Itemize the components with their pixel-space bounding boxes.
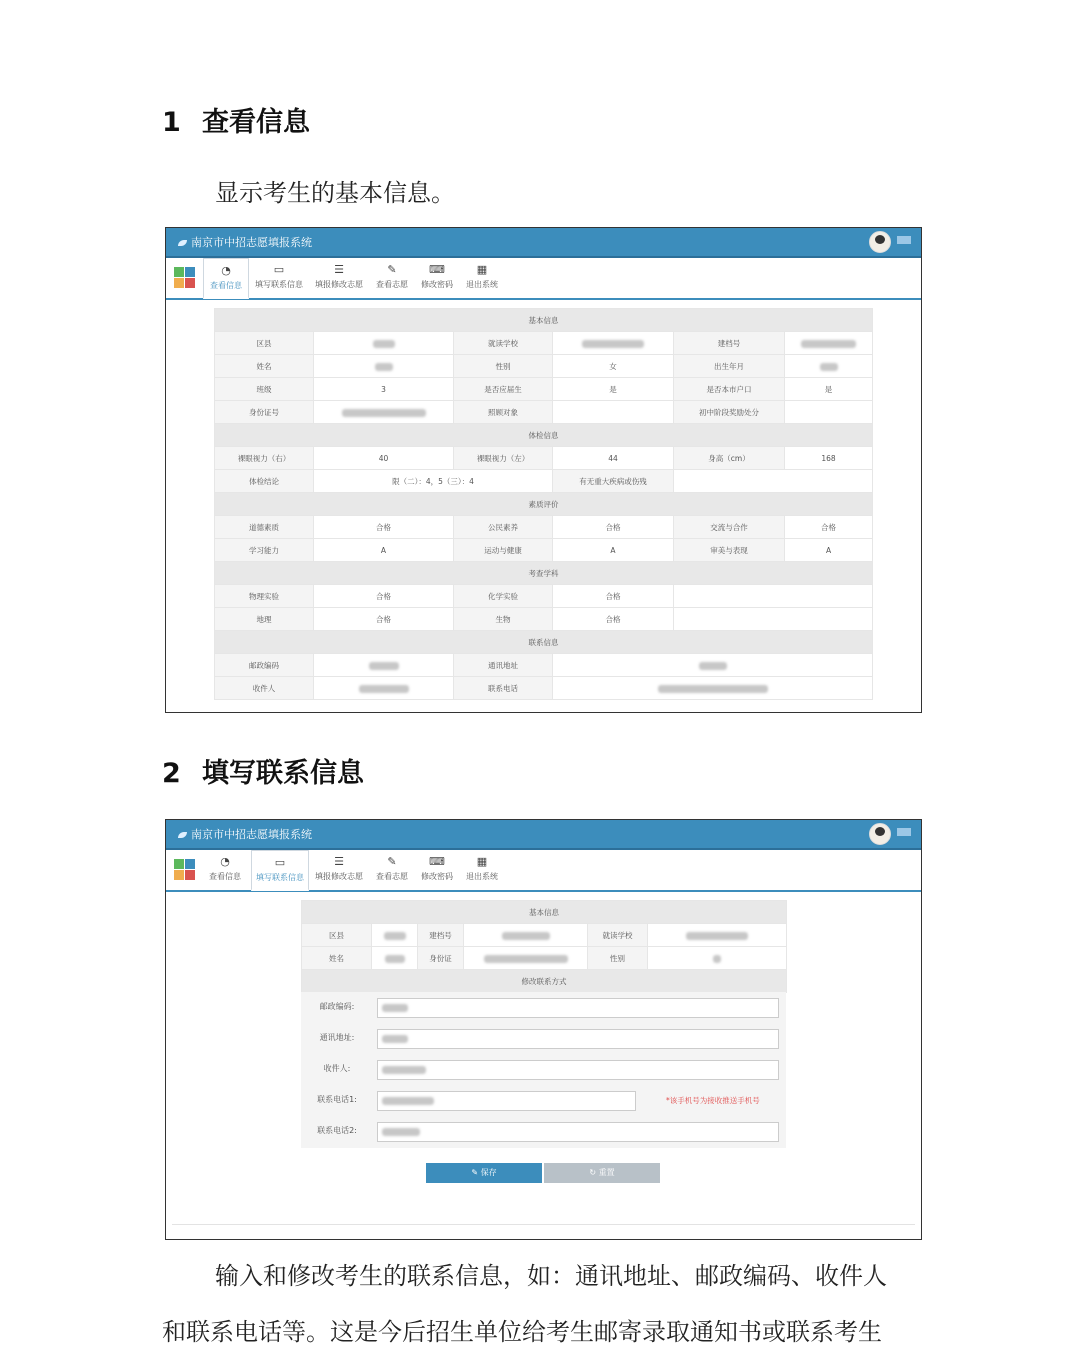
calendar-icon: ▦ xyxy=(476,263,488,276)
dashboard-icon: ◔ xyxy=(220,855,230,868)
redacted-value xyxy=(553,654,873,677)
body-paragraph-line-2: 和联系电话等。这是今后招生单位给考生邮寄录取通知书或联系考生 xyxy=(162,1318,882,1346)
section-1-heading xyxy=(162,100,310,139)
cell-label: 化学实验 xyxy=(454,585,553,608)
table-row xyxy=(215,677,873,700)
section-2-number: 2 xyxy=(162,758,181,789)
table-row xyxy=(215,654,873,677)
tab-label: 填写联系信息 xyxy=(256,873,304,882)
cell-label: 身高（cm） xyxy=(674,447,785,470)
apps-grid-icon[interactable] xyxy=(174,267,196,289)
contact-form-screenshot xyxy=(165,819,922,1240)
table-row xyxy=(215,447,873,470)
cell-label: 姓名 xyxy=(302,947,372,970)
cell-value: 3 xyxy=(314,378,454,401)
cell-label: 道德素质 xyxy=(215,516,314,539)
cell-label: 性别 xyxy=(588,947,648,970)
cell-value: 40 xyxy=(314,447,454,470)
section-edit-contact: 修改联系方式 xyxy=(302,970,787,993)
tab-fill-contact[interactable] xyxy=(251,850,309,891)
cell-label: 联系电话 xyxy=(454,677,553,700)
section-1-description: 显示考生的基本信息。 xyxy=(215,179,455,207)
tab-label: 退出系统 xyxy=(466,872,498,881)
body-paragraph-line-1: 输入和修改考生的联系信息，如：通讯地址、邮政编码、收件人 xyxy=(215,1262,887,1290)
edit-icon: ✎ xyxy=(387,855,397,868)
footer-divider xyxy=(172,1224,915,1225)
redacted-value xyxy=(314,332,454,355)
tab-view-info[interactable] xyxy=(203,258,249,299)
cell-label: 姓名 xyxy=(215,355,314,378)
cell-label: 邮政编码 xyxy=(215,654,314,677)
table-row xyxy=(302,924,787,947)
tab-label: 填报修改志愿 xyxy=(315,872,363,881)
table-row xyxy=(215,608,873,631)
cell-value: 44 xyxy=(553,447,674,470)
address-label: 通讯地址: xyxy=(319,1033,355,1042)
cell-value: 合格 xyxy=(314,585,454,608)
save-button[interactable] xyxy=(426,1163,542,1183)
cell-label: 有无重大疾病或伤残 xyxy=(553,470,674,493)
table-row xyxy=(215,332,873,355)
reset-button[interactable] xyxy=(544,1163,660,1183)
phone2-input[interactable] xyxy=(377,1122,779,1142)
postcode-input[interactable] xyxy=(377,998,779,1018)
cell-value: 合格 xyxy=(785,516,873,539)
cell-value: 是 xyxy=(553,378,674,401)
system-header xyxy=(166,228,921,258)
tab-logout[interactable] xyxy=(461,850,503,888)
redacted-value xyxy=(314,401,454,424)
cell-label: 运动与健康 xyxy=(454,539,553,562)
redacted-value xyxy=(648,924,787,947)
cell-label: 体检结论 xyxy=(215,470,314,493)
cell-label: 收件人 xyxy=(215,677,314,700)
tab-fill-contact[interactable] xyxy=(251,258,307,296)
phone2-row xyxy=(301,1116,786,1146)
cell-value: 是 xyxy=(785,378,873,401)
leaf-icon xyxy=(178,240,187,246)
leaf-icon xyxy=(178,832,187,838)
phone1-label: 联系电话1: xyxy=(317,1095,357,1104)
section-2-heading xyxy=(162,751,364,790)
cell-value xyxy=(553,401,674,424)
redacted-value xyxy=(553,332,674,355)
cell-label: 生物 xyxy=(454,608,553,631)
refresh-icon: ↻ xyxy=(589,1168,599,1177)
cell-value: A xyxy=(314,539,454,562)
cell-label: 审美与表现 xyxy=(674,539,785,562)
save-button-label: 保存 xyxy=(480,1168,497,1177)
table-row xyxy=(215,470,873,493)
cell-empty xyxy=(674,585,873,608)
section-basic-info: 基本信息 xyxy=(215,309,873,332)
redacted-value xyxy=(648,947,787,970)
view-info-screenshot xyxy=(165,227,922,713)
calendar-icon: ▦ xyxy=(476,855,488,868)
keyboard-icon: ⌨ xyxy=(429,263,445,276)
cell-empty xyxy=(674,608,873,631)
table-row xyxy=(215,516,873,539)
avatar[interactable] xyxy=(869,231,891,253)
redacted-value xyxy=(553,677,873,700)
tab-label: 查看信息 xyxy=(209,872,241,881)
section-physical-info: 体检信息 xyxy=(215,424,873,447)
cell-label: 照顾对象 xyxy=(454,401,553,424)
contact-basic-table xyxy=(301,900,787,993)
cell-value xyxy=(674,470,873,493)
table-row xyxy=(215,355,873,378)
monitor-icon: ▭ xyxy=(274,856,286,869)
cell-label: 公民素养 xyxy=(454,516,553,539)
tab-label: 填报修改志愿 xyxy=(315,280,363,289)
postcode-label: 邮政编码: xyxy=(319,1002,355,1011)
edit-icon: ✎ xyxy=(387,263,397,276)
table-row xyxy=(215,401,873,424)
cell-label: 身份证号 xyxy=(215,401,314,424)
cell-label: 区县 xyxy=(302,924,372,947)
section-1-title: 查看信息 xyxy=(202,107,310,138)
redacted-value xyxy=(314,355,454,378)
redacted-value xyxy=(785,332,873,355)
tab-label: 查看信息 xyxy=(210,281,242,290)
tab-label: 修改密码 xyxy=(421,280,453,289)
redacted-value xyxy=(372,924,418,947)
cell-label: 身份证 xyxy=(418,947,464,970)
tab-bar xyxy=(166,258,921,300)
cell-label: 裸眼视力（左） xyxy=(454,447,553,470)
cell-label: 就读学校 xyxy=(454,332,553,355)
pencil-icon: ✎ xyxy=(471,1168,481,1177)
section-exam-subjects: 考查学科 xyxy=(215,562,873,585)
tab-view-wishes[interactable] xyxy=(371,258,413,296)
user-menu[interactable] xyxy=(897,236,911,244)
keyboard-icon: ⌨ xyxy=(429,855,445,868)
cell-label: 裸眼视力（右） xyxy=(215,447,314,470)
cell-value: 合格 xyxy=(553,608,674,631)
address-input[interactable] xyxy=(377,1029,779,1049)
cell-label: 出生年月 xyxy=(674,355,785,378)
cell-label: 学习能力 xyxy=(215,539,314,562)
monitor-icon: ▭ xyxy=(273,263,285,276)
section-basic-info: 基本信息 xyxy=(302,901,787,924)
system-title-text: 南京市中招志愿填报系统 xyxy=(191,236,312,249)
table-row xyxy=(302,947,787,970)
table-row xyxy=(215,378,873,401)
dashboard-icon: ◔ xyxy=(221,264,231,277)
cell-value: 女 xyxy=(553,355,674,378)
phone-hint: *该手机号为接收推送手机号 xyxy=(666,1096,760,1105)
cell-value: 合格 xyxy=(553,516,674,539)
system-title-text: 南京市中招志愿填报系统 xyxy=(191,828,312,841)
recipient-label: 收件人: xyxy=(323,1064,351,1073)
redacted-value xyxy=(464,947,588,970)
section-quality-eval: 素质评价 xyxy=(215,493,873,516)
cell-value: 168 xyxy=(785,447,873,470)
tab-label: 修改密码 xyxy=(421,872,453,881)
cell-value: A xyxy=(553,539,674,562)
apps-grid-icon[interactable] xyxy=(174,859,196,881)
cell-label: 物理实验 xyxy=(215,585,314,608)
cell-value: A xyxy=(785,539,873,562)
cell-value: 限（二）：4，5（三）：4 xyxy=(314,470,553,493)
tab-change-password[interactable] xyxy=(416,258,458,296)
redacted-value xyxy=(464,924,588,947)
section-2-title: 填写联系信息 xyxy=(202,758,364,789)
recipient-input[interactable] xyxy=(377,1060,779,1080)
list-icon: ☰ xyxy=(334,855,344,868)
cell-label: 区县 xyxy=(215,332,314,355)
tab-label: 退出系统 xyxy=(466,280,498,289)
system-title xyxy=(178,234,312,250)
system-title xyxy=(178,826,312,842)
cell-label: 是否应届生 xyxy=(454,378,553,401)
tab-change-password[interactable] xyxy=(416,850,458,888)
cell-label: 是否本市户口 xyxy=(674,378,785,401)
cell-label: 性别 xyxy=(454,355,553,378)
user-menu[interactable] xyxy=(897,828,911,836)
section-contact-info: 联系信息 xyxy=(215,631,873,654)
table-row xyxy=(215,585,873,608)
redacted-value xyxy=(785,355,873,378)
tab-view-info[interactable] xyxy=(203,850,247,888)
tab-label: 查看志愿 xyxy=(376,872,408,881)
tab-view-wishes[interactable] xyxy=(371,850,413,888)
address-row xyxy=(301,1023,786,1053)
cell-label: 交流与合作 xyxy=(674,516,785,539)
redacted-value xyxy=(314,677,454,700)
system-header xyxy=(166,820,921,850)
tab-fill-wishes[interactable] xyxy=(311,850,367,888)
table-row xyxy=(215,539,873,562)
avatar[interactable] xyxy=(869,823,891,845)
cell-value: 合格 xyxy=(314,608,454,631)
recipient-row xyxy=(301,1054,786,1084)
redacted-value xyxy=(314,654,454,677)
redacted-value xyxy=(372,947,418,970)
cell-label: 建档号 xyxy=(674,332,785,355)
tab-bar xyxy=(166,850,921,892)
phone1-input[interactable] xyxy=(377,1091,636,1111)
cell-label: 地理 xyxy=(215,608,314,631)
student-info-table xyxy=(214,308,873,700)
phone2-label: 联系电话2: xyxy=(317,1126,357,1135)
cell-label: 就读学校 xyxy=(588,924,648,947)
cell-value xyxy=(785,401,873,424)
tab-logout[interactable] xyxy=(461,258,503,296)
list-icon: ☰ xyxy=(334,263,344,276)
cell-label: 班级 xyxy=(215,378,314,401)
cell-value: 合格 xyxy=(314,516,454,539)
section-1-number: 1 xyxy=(162,107,181,138)
tab-label: 填写联系信息 xyxy=(255,280,303,289)
reset-button-label: 重置 xyxy=(598,1168,615,1177)
tab-label: 查看志愿 xyxy=(376,280,408,289)
tab-fill-wishes[interactable] xyxy=(311,258,367,296)
cell-value: 合格 xyxy=(553,585,674,608)
cell-label: 建档号 xyxy=(418,924,464,947)
postcode-row xyxy=(301,992,786,1022)
cell-label: 初中阶段奖励处分 xyxy=(674,401,785,424)
cell-label: 通讯地址 xyxy=(454,654,553,677)
